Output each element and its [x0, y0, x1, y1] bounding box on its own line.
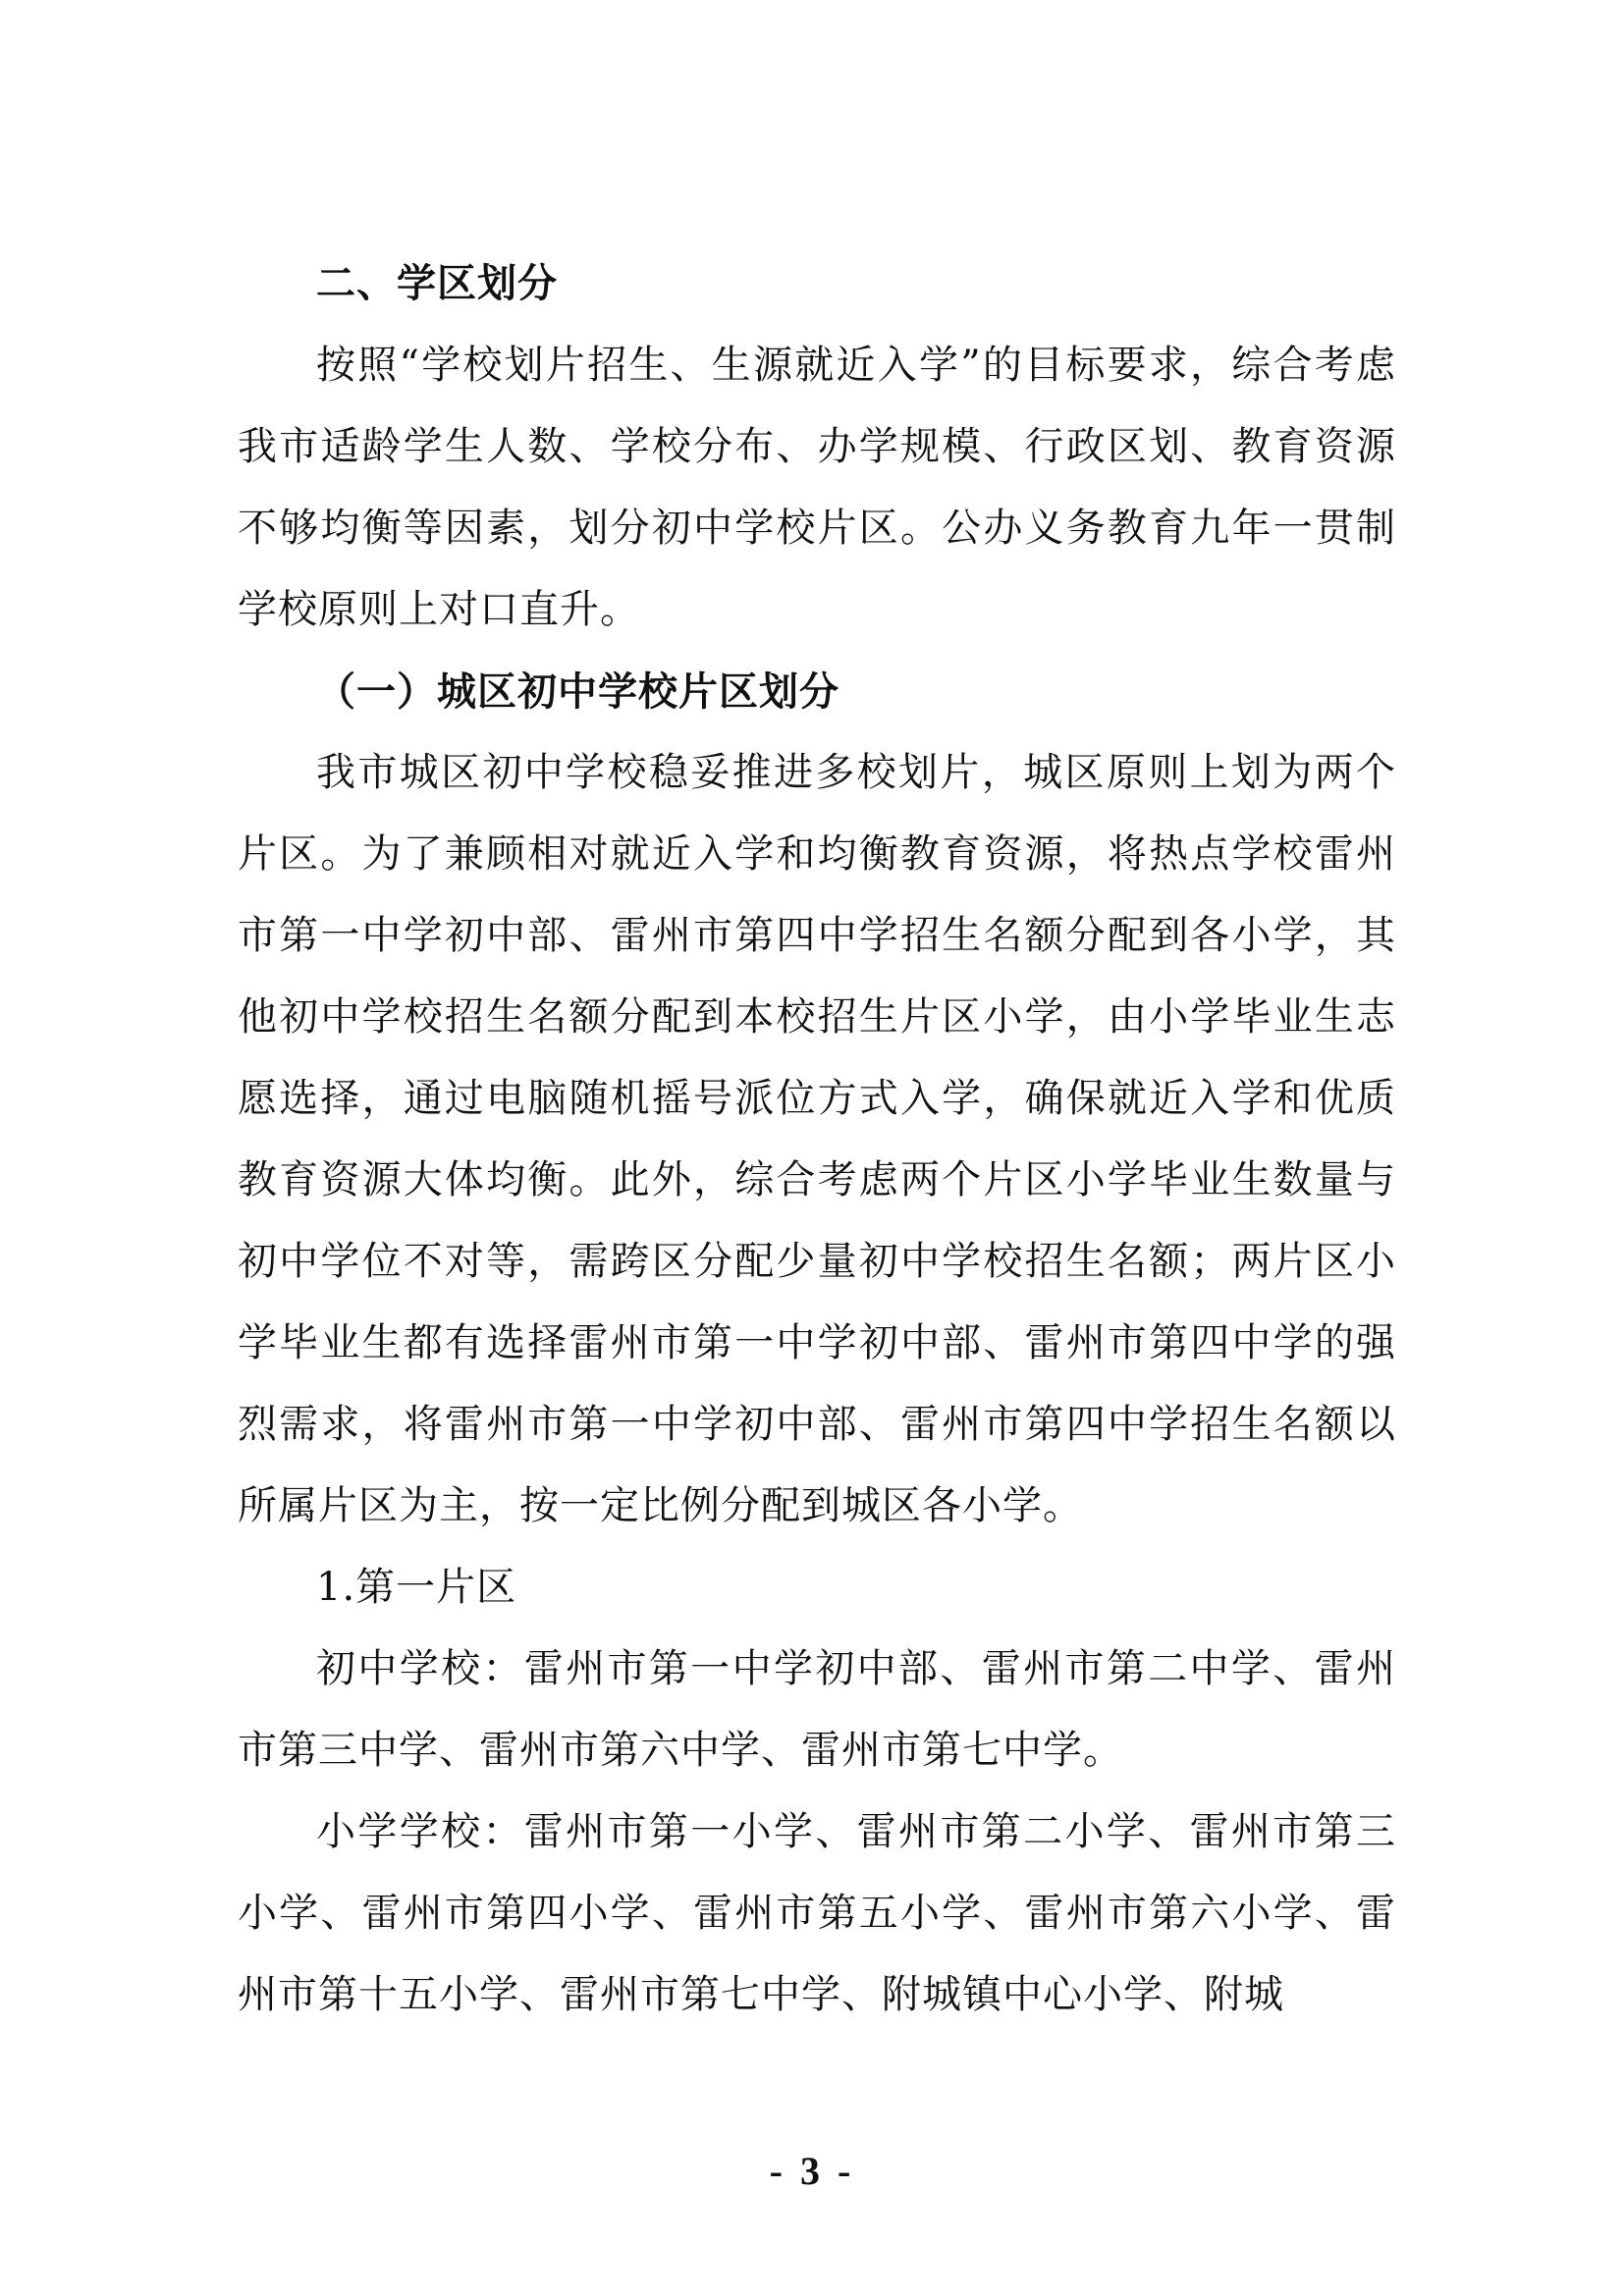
- intro-paragraph: 按照“学校划片招生、生源就近入学”的目标要求，综合考虑我市适龄学生人数、学校分布、办学规模、行政区划、教育资源不够均衡等因素，划分初中学校片区。公办义务教育九年一贯制学校原则上对口直升。: [238, 343, 1396, 632]
- zone1-middle-schools: 初中学校：雷州市第一中学初中部、雷州市第二中学、雷州市第三中学、雷州市第六中学、雷州市第七中学。: [238, 1646, 1396, 1773]
- section-heading: 二、学区划分: [316, 261, 558, 306]
- zone1-primary-schools: 小学学校：雷州市第一小学、雷州市第二小学、雷州市第三小学、雷州市第四小学、雷州市第五小学、雷州市第六小学、雷州市第十五小学、雷州市第七中学、附城镇中心小学、附城: [238, 1809, 1396, 2017]
- urban-zoning-paragraph: 我市城区初中学校稳妥推进多校划片，城区原则上划为两个片区。为了兼顾相对就近入学和均衡教育资源，将热点学校雷州市第一中学初中部、雷州市第四中学招生名额分配到各小学，其他初中学校招生名额分配到本校招生片区小学，由小学毕业生志愿选择，通过电脑随机摇号派位方式入学，确保就近入学和优质教育资源大体均衡。此外，综合考虑两个片区小学毕业生数量与初中学位不对等，需跨区分配少量初中学校招生名额；两片区小学毕业生都有选择雷州市第一中学初中部、雷州市第四中学的强烈需求，将雷州市第一中学初中部、雷州市第四中学招生名额以所属片区为主，按一定比例分配到城区各小学。: [238, 750, 1396, 1528]
- zone1-title: 1.第一片区: [316, 1565, 517, 1610]
- document-body: [238, 243, 1396, 2036]
- page-number: - 3 -: [769, 2149, 855, 2193]
- subsection-heading: （一）城区初中学校片区划分: [316, 668, 839, 715]
